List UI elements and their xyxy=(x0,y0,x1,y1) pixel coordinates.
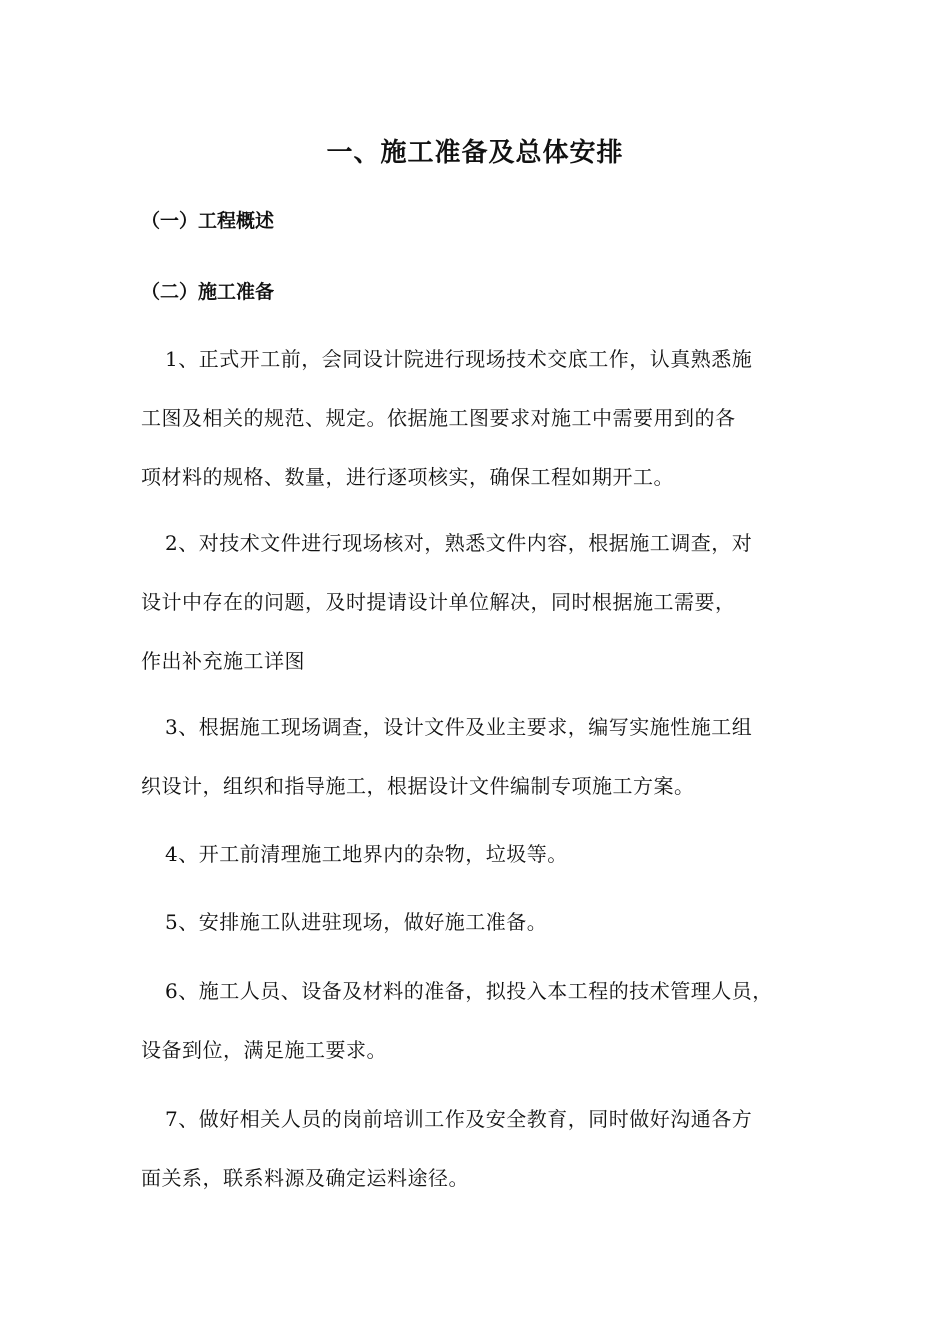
paragraph-line: 5、安排施工队进驻现场，做好施工准备。 xyxy=(165,910,548,934)
paragraph-line: 设备到位，满足施工要求。 xyxy=(141,1038,387,1062)
paragraph-6 xyxy=(141,962,821,1080)
document-title: 一、施工准备及总体安排 xyxy=(326,138,624,168)
paragraph-line: 作出补充施工详图 xyxy=(141,649,305,673)
paragraph-line: 2、对技术文件进行现场核对，熟悉文件内容，根据施工调查，对 xyxy=(165,531,753,555)
paragraph-line: 设计中存在的问题，及时提请设计单位解决，同时根据施工需要， xyxy=(141,590,736,614)
paragraph-line: 7、做好相关人员的岗前培训工作及安全教育，同时做好沟通各方 xyxy=(165,1107,753,1131)
paragraph-1 xyxy=(141,330,821,507)
paragraph-3 xyxy=(141,698,821,816)
paragraph-line: 3、根据施工现场调查，设计文件及业主要求，编写实施性施工组 xyxy=(165,715,753,739)
paragraph-4 xyxy=(141,825,821,884)
paragraph-line: 面关系，联系料源及确定运料途径。 xyxy=(141,1166,469,1190)
section-heading-overview: （一）工程概述 xyxy=(141,210,275,232)
paragraph-line: 4、开工前清理施工地界内的杂物，垃圾等。 xyxy=(165,842,568,866)
paragraph-line: 6、施工人员、设备及材料的准备，拟投入本工程的技术管理人员， xyxy=(165,979,773,1003)
paragraph-5 xyxy=(141,893,821,952)
paragraph-line: 织设计，组织和指导施工，根据设计文件编制专项施工方案。 xyxy=(141,774,695,798)
paragraph-7 xyxy=(141,1090,821,1208)
paragraph-line: 项材料的规格、数量，进行逐项核实，确保工程如期开工。 xyxy=(141,465,674,489)
paragraph-line: 1、正式开工前，会同设计院进行现场技术交底工作，认真熟悉施 xyxy=(165,347,753,371)
paragraph-2 xyxy=(141,514,821,691)
paragraph-line: 工图及相关的规范、规定。依据施工图要求对施工中需要用到的各 xyxy=(141,406,736,430)
section-heading-preparation: （二）施工准备 xyxy=(141,281,275,303)
